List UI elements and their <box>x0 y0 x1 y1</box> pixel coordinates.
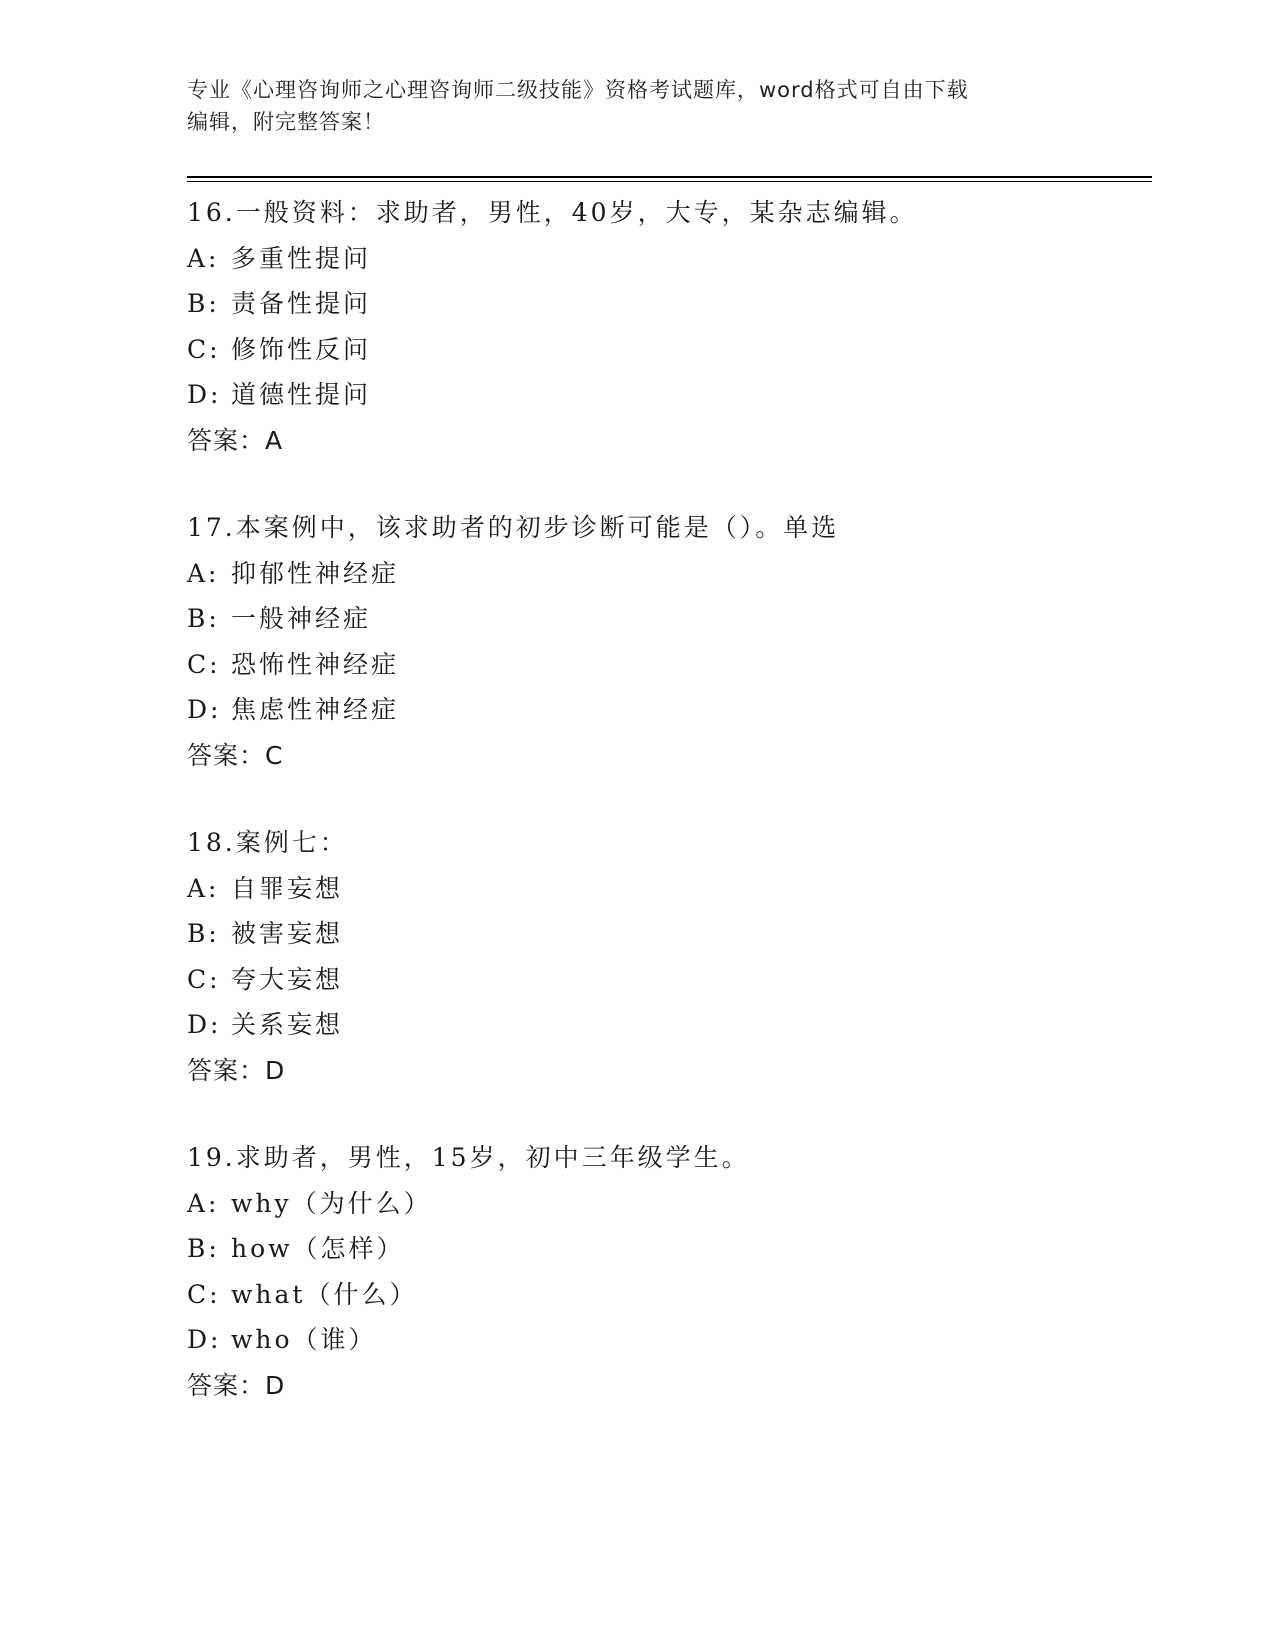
option-text: what（什么） <box>231 1279 418 1309</box>
option-text: how（怎样） <box>231 1234 405 1263</box>
option-text: 多重性提问 <box>231 243 372 273</box>
option-text: 焦虑性神经症 <box>231 695 400 724</box>
option-letter: D: <box>187 695 222 724</box>
option-c <box>187 1272 1152 1318</box>
option-text: 责备性提问 <box>231 289 372 318</box>
option-d <box>187 1317 1152 1363</box>
header-line-2: 编辑，附完整答案！ <box>187 110 385 134</box>
option-d <box>187 1002 1152 1048</box>
option-text: 关系妄想 <box>231 1010 344 1039</box>
option-letter: B: <box>187 919 220 948</box>
option-text: why（为什么） <box>231 1188 432 1218</box>
option-letter: C: <box>187 649 221 679</box>
answer-value: D <box>265 1055 286 1085</box>
answer-value: A <box>265 425 284 455</box>
option-text: 被害妄想 <box>231 919 344 948</box>
option-letter: C: <box>187 964 221 994</box>
option-letter: B: <box>187 289 220 318</box>
option-text: 修饰性反问 <box>231 334 372 364</box>
option-a <box>187 1181 1152 1227</box>
header-line-1: 专业《心理咨询师之心理咨询师二级技能》资格考试题库，word格式可自由下载 <box>187 78 969 102</box>
header-divider-thick <box>187 176 1152 178</box>
question-stem: 18.案例七： <box>187 828 348 857</box>
question-stem: 16.一般资料：求助者，男性，40岁，大专，某杂志编辑。 <box>187 198 918 227</box>
option-d <box>187 372 1152 418</box>
option-letter: A: <box>187 558 220 588</box>
option-letter: C: <box>187 1279 221 1309</box>
question-list <box>187 190 1152 1450</box>
option-letter: D: <box>187 1010 222 1039</box>
answer-label: 答案： <box>187 425 266 455</box>
document-header <box>187 74 1067 138</box>
option-letter: D: <box>187 380 222 409</box>
option-b <box>187 281 1152 327</box>
option-a <box>187 866 1152 912</box>
option-letter: C: <box>187 334 221 364</box>
option-letter: A: <box>187 243 220 273</box>
header-divider-thin <box>187 181 1152 182</box>
answer-value: C <box>265 740 284 770</box>
answer-value: D <box>265 1370 286 1400</box>
option-c <box>187 327 1152 373</box>
option-letter: A: <box>187 873 220 903</box>
option-text: 一般神经症 <box>231 604 372 633</box>
question-stem: 17.本案例中，该求助者的初步诊断可能是（）。单选 <box>187 513 840 542</box>
question-item <box>187 505 1152 778</box>
option-c <box>187 957 1152 1003</box>
option-letter: B: <box>187 1234 220 1263</box>
answer-line <box>187 1048 1152 1094</box>
question-item <box>187 820 1152 1093</box>
question-stem: 19.求助者，男性，15岁，初中三年级学生。 <box>187 1143 750 1172</box>
answer-line <box>187 733 1152 779</box>
answer-label: 答案： <box>187 740 266 770</box>
answer-label: 答案： <box>187 1055 266 1085</box>
option-b <box>187 596 1152 642</box>
option-text: 夸大妄想 <box>231 964 344 994</box>
option-text: 道德性提问 <box>231 380 372 409</box>
answer-line <box>187 1363 1152 1409</box>
answer-line <box>187 418 1152 464</box>
option-d <box>187 687 1152 733</box>
option-text: 自罪妄想 <box>231 873 344 903</box>
option-text: who（谁） <box>231 1325 377 1354</box>
option-letter: A: <box>187 1188 220 1218</box>
option-b <box>187 1226 1152 1272</box>
option-letter: B: <box>187 604 220 633</box>
question-item <box>187 190 1152 463</box>
option-c <box>187 642 1152 688</box>
option-b <box>187 911 1152 957</box>
option-a <box>187 551 1152 597</box>
option-a <box>187 236 1152 282</box>
question-item <box>187 1135 1152 1408</box>
answer-label: 答案： <box>187 1370 266 1400</box>
option-text: 抑郁性神经症 <box>231 558 400 588</box>
option-letter: D: <box>187 1325 222 1354</box>
option-text: 恐怖性神经症 <box>231 649 400 679</box>
